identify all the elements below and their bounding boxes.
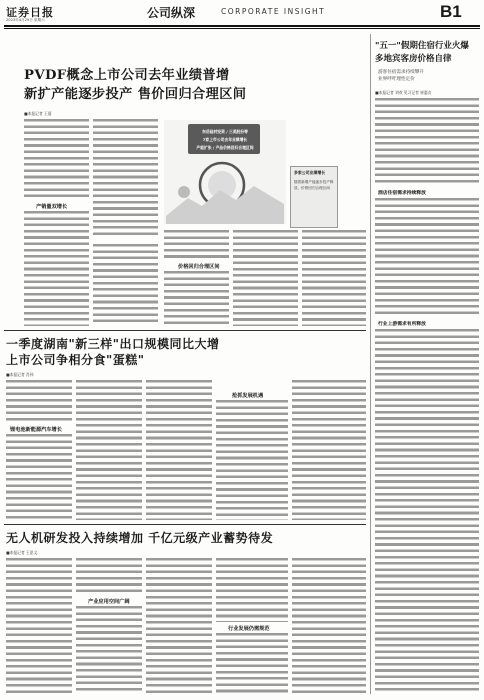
column-divider [370, 34, 371, 694]
story2-col1-text [6, 380, 72, 424]
story1-headline-line2: 新扩产能逐步投产 售价回归合理区间 [24, 87, 247, 102]
story1-col1b-text [24, 211, 89, 326]
side-text-1 [375, 98, 479, 184]
story2-bottom-rule [4, 524, 366, 525]
side-subline2: 业界呼吁理性定价 [378, 77, 415, 82]
story1-byline: ■本报记者 王僖 [24, 111, 52, 116]
story1-col3b-text [164, 271, 229, 326]
infobox-line2: 7家上市公司去年业绩增长 [202, 137, 248, 142]
story1-col2-text [93, 119, 158, 236]
page-number: B1 [440, 2, 462, 21]
story1-subhead2: 价格回归合理区间 [178, 264, 220, 270]
story3-col4b-text [216, 633, 288, 694]
story3-col2-text [76, 558, 142, 596]
story2-col2-text [76, 380, 142, 520]
story2-headline-line2: 上市公司争相分食"蛋糕" [6, 353, 145, 367]
story3-col4-text [216, 558, 288, 622]
newspaper-logo: 证券日报 [6, 6, 54, 19]
infobox-line3: 产能扩张 / 产品价格回归合理区间 [196, 145, 254, 150]
story2-col1b-text [6, 434, 72, 520]
infobox-graphic [164, 120, 286, 224]
story3-byline: ■本报记者 王思文 [6, 550, 38, 555]
story1-headline-line1: PVDF概念上市公司去年业绩普增 [24, 68, 230, 83]
side-section1: 酒店住宿需求持续释放 [378, 191, 426, 196]
side-section2: 行业上游需求有所释放 [378, 322, 426, 327]
story1-col4-text [233, 230, 298, 326]
infobox-banner-text [192, 128, 258, 152]
story2-subhead1: 锂电池新能源汽车增长 [10, 427, 62, 433]
side-headline [375, 40, 469, 66]
caption-box-title: 多家公司业绩增长 [294, 170, 326, 175]
issue-date: 2023年4月29日 星期六 [6, 18, 45, 22]
side-byline: ■本报记者 刘欢 见习记者 崔惠贞 [375, 90, 432, 95]
section-title: 公司纵深 [147, 6, 196, 20]
side-headline-line1: "五一"假期住宿行业火爆 [375, 41, 469, 51]
caption-box-text: 随着新增产能逐步投产释放，价格回归合理区间 [294, 180, 334, 190]
masthead-rule [4, 25, 480, 27]
infobox-decor-dot [178, 186, 190, 198]
story1-bottom-rule [4, 330, 366, 331]
side-subline1: 游客住宿需求持续攀升 [378, 70, 424, 75]
story1-col3-text [164, 230, 229, 260]
story3-subhead2: 行业发展仍需规范 [228, 626, 270, 632]
story3-col1-text [6, 558, 72, 694]
story1-col5-text [302, 230, 366, 326]
side-subheadline [378, 69, 424, 83]
story3-headline: 无人机研发投入持续增加 千亿元级产业蓄势待发 [6, 531, 274, 545]
section-subtitle: CORPORATE INSIGHT [221, 7, 326, 16]
story3-col3-text [146, 558, 212, 694]
side-text-3 [375, 329, 479, 694]
story2-byline: ■本报记者 肖伟 [6, 372, 34, 377]
story2-headline [6, 336, 220, 368]
story3-col5-text [292, 558, 366, 694]
masthead-rule-thin [4, 28, 480, 29]
story1-col1-text [24, 119, 89, 199]
story1-subhead1: 产销量双增长 [36, 204, 68, 210]
side-text-2 [375, 198, 479, 316]
story2-col3-text [146, 380, 212, 520]
story3-col2b-text [76, 606, 142, 694]
infobox-line1: 东岳硅材投资 / 三美股份等 [202, 129, 248, 134]
story1-col2b-text [93, 244, 158, 326]
story2-subhead2: 抢抓发展机遇 [232, 393, 264, 399]
caption-box [290, 166, 338, 228]
story2-headline-line1: 一季度湖南"新三样"出口规模同比大增 [6, 337, 220, 351]
side-headline-line2: 多地宾客房价格自律 [375, 54, 452, 64]
story2-col4-text [216, 400, 288, 520]
story3-subhead1: 产业应用空间广阔 [88, 599, 130, 605]
story1-headline [24, 66, 246, 104]
story2-col5-text [292, 380, 366, 520]
